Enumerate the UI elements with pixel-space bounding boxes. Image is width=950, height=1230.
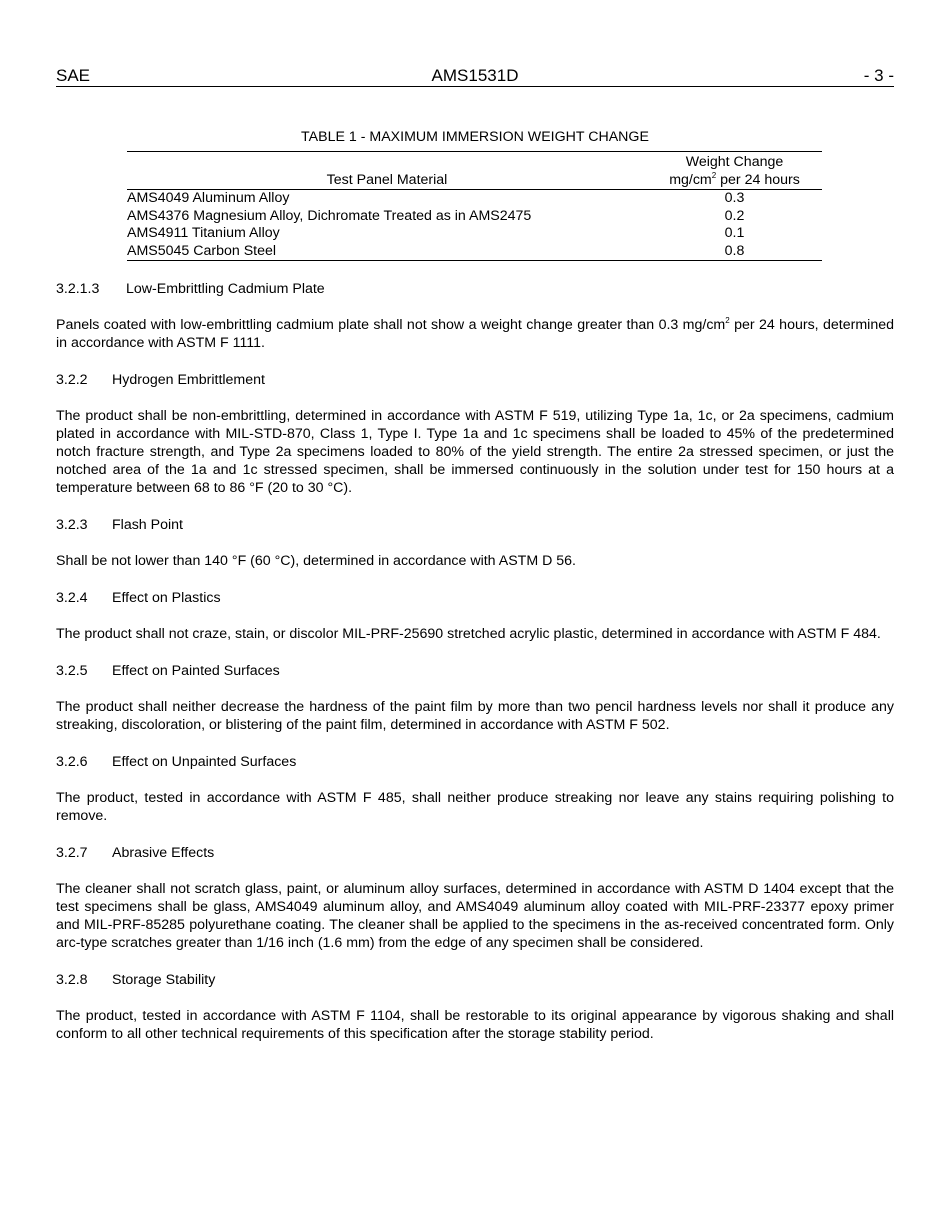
section-heading-322: 3.2.2 Hydrogen Embrittlement <box>56 372 265 388</box>
table-row <box>127 243 822 261</box>
table-row <box>127 208 822 226</box>
weight-value-cell: 0.1 <box>724 225 745 241</box>
section-paragraph-3213: Panels coated with low-embrittling cadmium plate shall not show a weight change greater than 0.3 $mg/cm^2$ per 24 hours, determined in accordance with ASTM F 1111. <box>56 316 894 351</box>
section-paragraph-322: The product shall be non-embrittling, determined in accordance with ASTM F 519, utilizing Type 1a, 1c, or 2a specimens, cadmium plated in accordance with MIL-STD-870, Class 1, Type I. Type 1a and 1c specimens shall be loaded to 45% of the predetermined notch fracture strength, and Type 2a specimens loaded to 80% of the yield strength. The entire 2a stressed specimen, or just the notched area of the 1a and 1c stressed specimen, shall be immersed continuously in the solution under test for 150 hours at a temperature between 68 to 86 °F (20 to 30 °C). <box>56 408 894 496</box>
section-heading-327: 3.2.7 Abrasive Effects <box>56 845 215 861</box>
section-heading-323: 3.2.3 Flash Point <box>56 517 183 533</box>
material-cell: AMS4911 Titanium Alloy <box>127 225 280 241</box>
page-number: - 3 - <box>863 66 894 85</box>
weight-value-cell: 0.2 <box>724 207 745 224</box>
section-paragraph-327: The cleaner shall not scratch glass, paint, or aluminum alloy surfaces, determined in accordance with ASTM D 1404 except that the test specimens shall be glass, AMS4049 aluminum alloy, and AMS4049 aluminum alloy coated with MIL-PRF-23377 epoxy primer and MIL-PRF-85285 polyurethane coating. The cleaner shall be applied to the specimens in the as-received concentrated form. Only arc-type scratches greater than 1/16 inch (1.6 mm) from the edge of any specimen shall be considered. <box>56 881 894 951</box>
material-cell: AMS5045 Carbon Steel <box>127 242 277 259</box>
material-cell: AMS4049 Aluminum Alloy <box>127 190 290 206</box>
table-title: TABLE 1 - MAXIMUM IMMERSION WEIGHT CHANGE <box>301 129 649 145</box>
section-heading-328: 3.2.8 Storage Stability <box>56 972 216 988</box>
table-row <box>127 190 822 208</box>
section-heading-325: 3.2.5 Effect on Painted Surfaces <box>56 663 280 679</box>
section-paragraph-326: The product, tested in accordance with ASTM F 485, shall neither produce streaking nor leave any stains requiring polishing to remove. <box>56 790 894 824</box>
material-cell: AMS4376 Magnesium Alloy, Dichromate Treated as in AMS2475 <box>127 207 532 224</box>
document-body <box>56 280 894 1043</box>
weight-value-cell: 0.3 <box>724 190 745 206</box>
document-number: AMS1531D <box>431 66 519 85</box>
section-heading-326: 3.2.6 Effect on Unpainted Surfaces <box>56 754 297 770</box>
table-row <box>127 225 822 243</box>
weight-change-label: Weight Change <box>685 154 784 170</box>
section-heading-3213: 3.2.1.3 Low-Embrittling Cadmium Plate <box>56 281 325 297</box>
section-heading-324: 3.2.4 Effect on Plastics <box>56 590 221 606</box>
column-header-material: Test Panel Material <box>127 152 647 190</box>
section-paragraph-324: The product shall not craze, stain, or discolor MIL-PRF-25690 stretched acrylic plastic, determined in accordance with ASTM F 484. <box>56 626 881 642</box>
page-header <box>56 66 894 87</box>
section-paragraph-328: The product, tested in accordance with ASTM F 1104, shall be restorable to its original appearance by vigorous shaking and shall conform to all other technical requirements of this specification after the storage stability period. <box>56 1008 894 1042</box>
section-paragraph-325: The product shall neither decrease the hardness of the paint film by more than two pencil hardness levels nor shall it produce any streaking, discoloration, or blistering of the paint film, determined in accordance with ASTM F 502. <box>56 699 894 733</box>
section-paragraph-323: Shall be not lower than 140 °F (60 °C), determined in accordance with ASTM D 56. <box>56 553 576 569</box>
weight-change-unit: $mg/cm^2$ per 24 hours <box>669 171 800 188</box>
table-header-row <box>127 152 822 190</box>
column-header-weight-change <box>647 152 822 190</box>
header-organization: SAE <box>56 66 91 85</box>
weight-value-cell: 0.8 <box>724 242 745 259</box>
weight-change-table <box>127 151 822 261</box>
